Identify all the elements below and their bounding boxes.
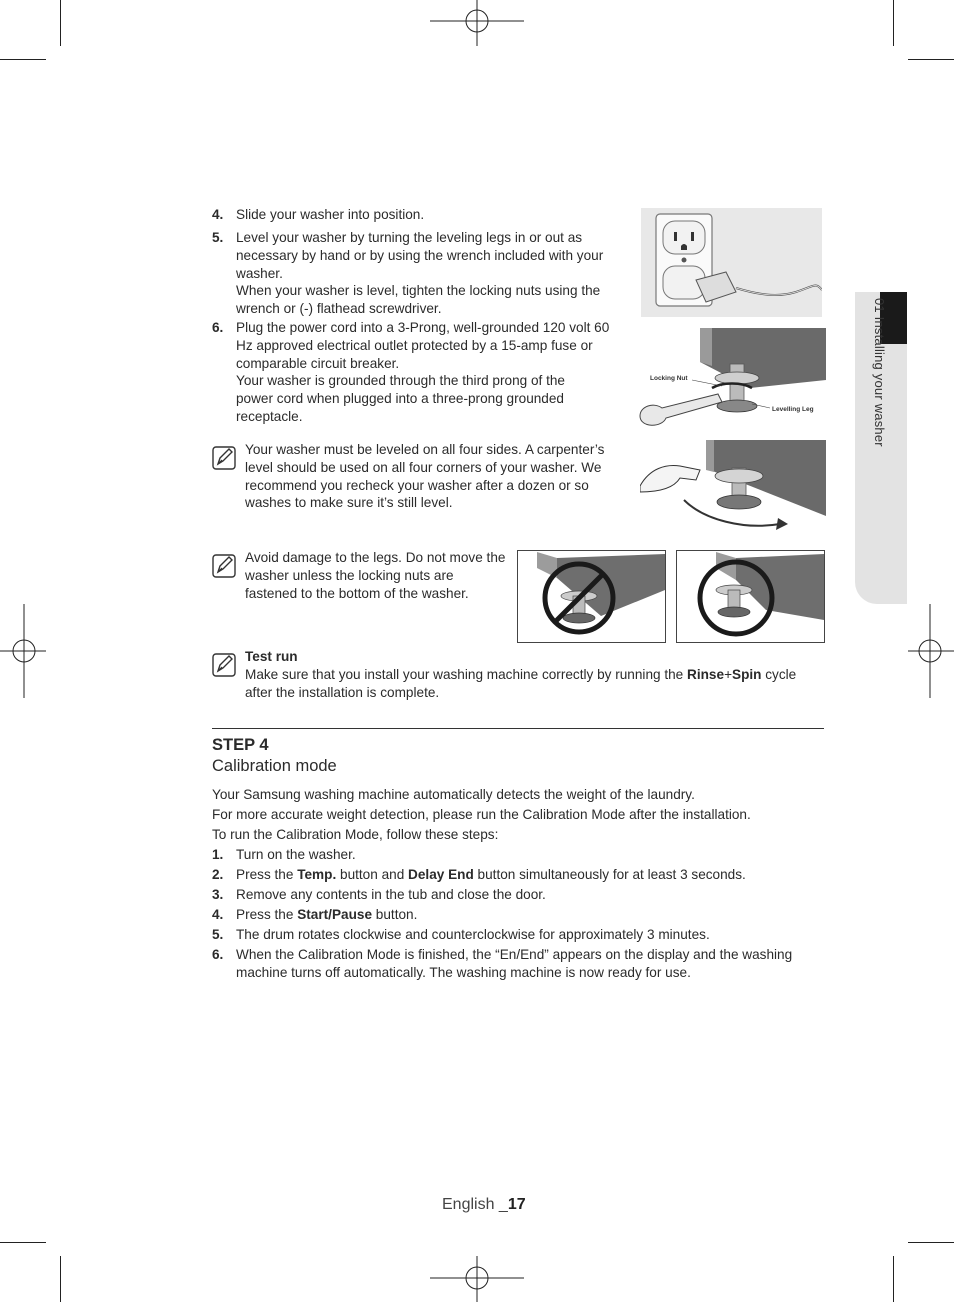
list-number: 2. — [212, 867, 224, 882]
list-text — [236, 866, 826, 884]
leg-prohibited-illustration — [517, 550, 666, 643]
crop-mark — [60, 1256, 61, 1302]
spin-label: Spin — [732, 666, 762, 682]
calibration-step — [212, 906, 826, 924]
list-text: Remove any contents in the tub and close the door. — [236, 887, 546, 902]
registration-mark-bottom — [430, 1256, 524, 1302]
list-number: 4. — [212, 907, 224, 922]
calibration-step — [212, 846, 826, 864]
note-icon — [212, 653, 236, 677]
text-segment: button. — [372, 907, 418, 922]
test-run-title: Test run — [245, 649, 298, 664]
step-subtitle: Calibration mode — [212, 757, 337, 775]
list-text: The drum rotates clockwise and counterclockwise for approximately 3 minutes. — [236, 927, 710, 942]
note-icon — [212, 446, 236, 470]
registration-mark-top — [430, 0, 524, 46]
list-text: Slide your washer into position. — [236, 207, 425, 222]
page-number: 17 — [507, 1196, 526, 1213]
text-segment: Press the — [236, 907, 298, 922]
locking-nut-label: Locking Nut — [650, 375, 688, 382]
test-run-note — [245, 648, 827, 701]
temp-button-label: Temp. — [297, 867, 337, 882]
delay-end-button-label: Delay End — [408, 867, 474, 882]
crop-mark — [0, 59, 46, 60]
registration-mark-right — [908, 604, 954, 698]
hand-turning-leg-illustration — [640, 440, 826, 538]
calibration-step — [212, 926, 826, 944]
list-number: 5. — [212, 927, 224, 942]
test-run-text: Make sure that you install your washing machine correctly by running the — [245, 666, 688, 682]
section-divider — [212, 728, 824, 729]
intro-paragraph: For more accurate weight detection, please run the Calibration Mode after the installation. — [212, 807, 751, 822]
list-item — [212, 319, 622, 426]
crop-mark — [0, 1242, 46, 1243]
crop-mark — [908, 1242, 954, 1243]
plus-sign: + — [724, 666, 733, 682]
calibration-step — [212, 886, 826, 904]
crop-mark — [893, 1256, 894, 1302]
page-footer — [442, 1196, 526, 1214]
list-number: 4. — [212, 207, 224, 222]
list-text — [236, 906, 826, 924]
list-number: 6. — [212, 947, 224, 962]
text-segment: button simultaneously for at least 3 seconds. — [473, 867, 746, 882]
list-text-extra: When your washer is level, tighten the locking nuts using the wrench or (-) flathead screwdriver. — [236, 283, 601, 317]
list-text-extra: Your washer is grounded through the third prong of the power cord when plugged into a three-prong grounded receptacle. — [236, 373, 565, 424]
list-text: Turn on the washer. — [236, 847, 356, 862]
list-number: 3. — [212, 887, 224, 902]
rinse-label: Rinse — [687, 666, 725, 682]
intro-paragraph: Your Samsung washing machine automatically detects the weight of the laundry. — [212, 787, 695, 802]
calibration-step — [212, 946, 826, 982]
start-pause-button-label: Start/Pause — [297, 907, 373, 922]
text-segment: button and — [336, 867, 409, 882]
list-text: When the Calibration Mode is finished, the “En/End” appears on the display and the washing machine turns off automatically. The washing machine is now ready for use. — [236, 947, 793, 980]
levelling-leg-label: Levelling Leg — [772, 406, 814, 413]
crop-mark — [908, 59, 954, 60]
step-title: STEP 4 — [212, 736, 269, 754]
intro-paragraph: To run the Calibration Mode, follow these steps: — [212, 827, 499, 842]
note-text: Your washer must be leveled on all four sides. A carpenter’s level should be used on all four corners of your washer. We recommend you recheck your washer after a dozen or so washes to make sure it’s still level. — [245, 442, 605, 511]
list-number: 1. — [212, 847, 224, 862]
chapter-tab-label: 01 Installing your washer — [872, 298, 887, 447]
note-icon — [212, 554, 236, 578]
text-segment: Press the — [236, 867, 298, 882]
list-number: 6. — [212, 320, 224, 335]
registration-mark-left — [0, 604, 46, 698]
crop-mark — [893, 0, 894, 46]
list-text: Plug the power cord into a 3-Prong, well-grounded 120 volt 60 Hz approved electrical outlet protected by a 15-amp fuse or comparable circuit breaker. — [236, 320, 610, 371]
crop-mark — [60, 0, 61, 46]
leg-correct-illustration — [676, 550, 825, 643]
list-text: Level your washer by turning the leveling legs in or out as necessary by hand or by using the wrench included with your washer. — [236, 230, 604, 281]
note-text: Avoid damage to the legs. Do not move the washer unless the locking nuts are fastened to the bottom of the washer. — [245, 550, 506, 601]
footer-language: English _ — [442, 1196, 508, 1213]
list-item — [212, 206, 632, 224]
calibration-step — [212, 866, 826, 884]
list-item — [212, 229, 632, 318]
outlet-illustration — [641, 208, 822, 317]
list-number: 5. — [212, 230, 224, 245]
test-run-text-end: cycle after the installation is complete. — [245, 666, 797, 700]
leveling-leg-illustration — [632, 328, 826, 430]
